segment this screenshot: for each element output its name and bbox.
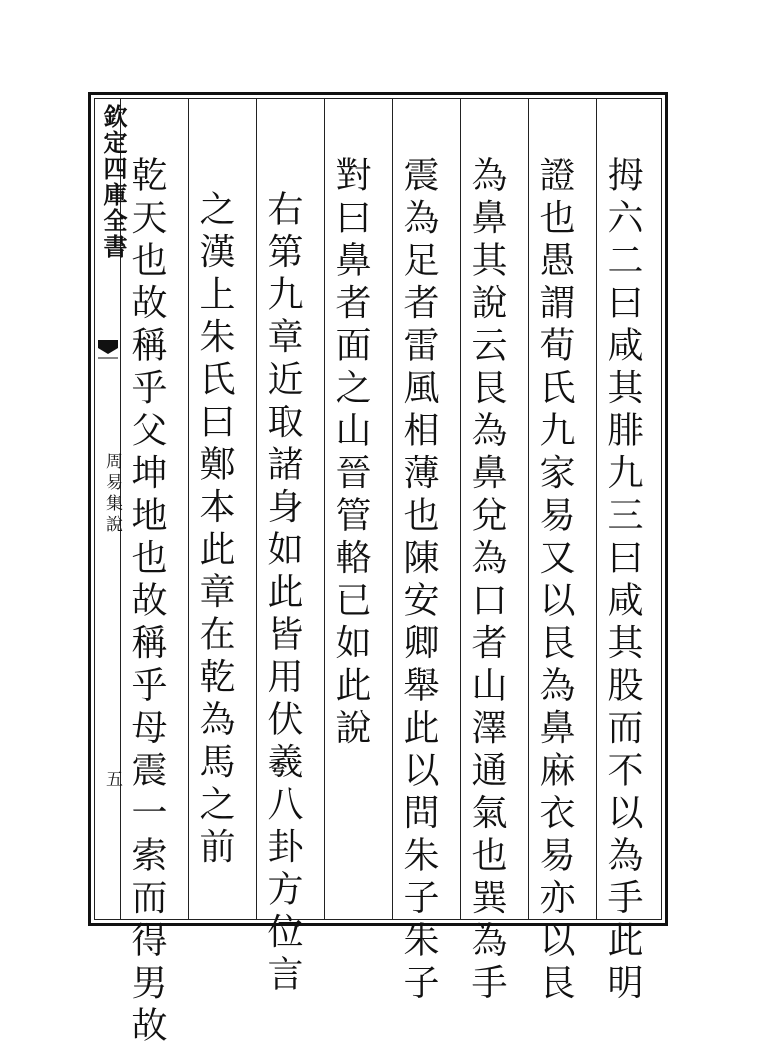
column-divider (528, 98, 529, 920)
column-divider (392, 98, 393, 920)
book-title: 欽定四庫全書 (99, 104, 128, 260)
text-column-1: 拇六二曰咸其腓九三曰咸其股而不以為手此明 (602, 156, 643, 1006)
book-subtitle: 周易集說 (102, 452, 122, 536)
column-divider (256, 98, 257, 920)
column-divider (596, 98, 597, 920)
column-divider (460, 98, 461, 920)
text-column-6: 右第九章近取諸身如此皆用伏羲八卦方位言 (262, 190, 303, 998)
page-frame-inner (94, 98, 662, 920)
column-divider (188, 98, 189, 920)
text-column-2: 證也愚謂荀氏九家易又以艮為鼻麻衣易亦以艮 (534, 156, 575, 1006)
text-column-4: 震為足者雷風相薄也陳安卿舉此以問朱子朱子 (398, 156, 439, 1006)
column-divider (324, 98, 325, 920)
text-column-7: 之漢上朱氏曰鄭本此章在乾為馬之前 (194, 190, 235, 870)
page-number: 五 (102, 770, 122, 787)
fish-tail-ornament-icon (97, 338, 119, 366)
text-column-8: 乾天也故稱乎父坤地也故稱乎母震一索而得男故 (126, 156, 167, 1049)
text-column-5: 對曰鼻者面之山晉管輅已如此說 (330, 156, 371, 751)
text-column-3: 為鼻其說云艮為鼻兌為口者山澤通氣也巽為手 (466, 156, 507, 1006)
